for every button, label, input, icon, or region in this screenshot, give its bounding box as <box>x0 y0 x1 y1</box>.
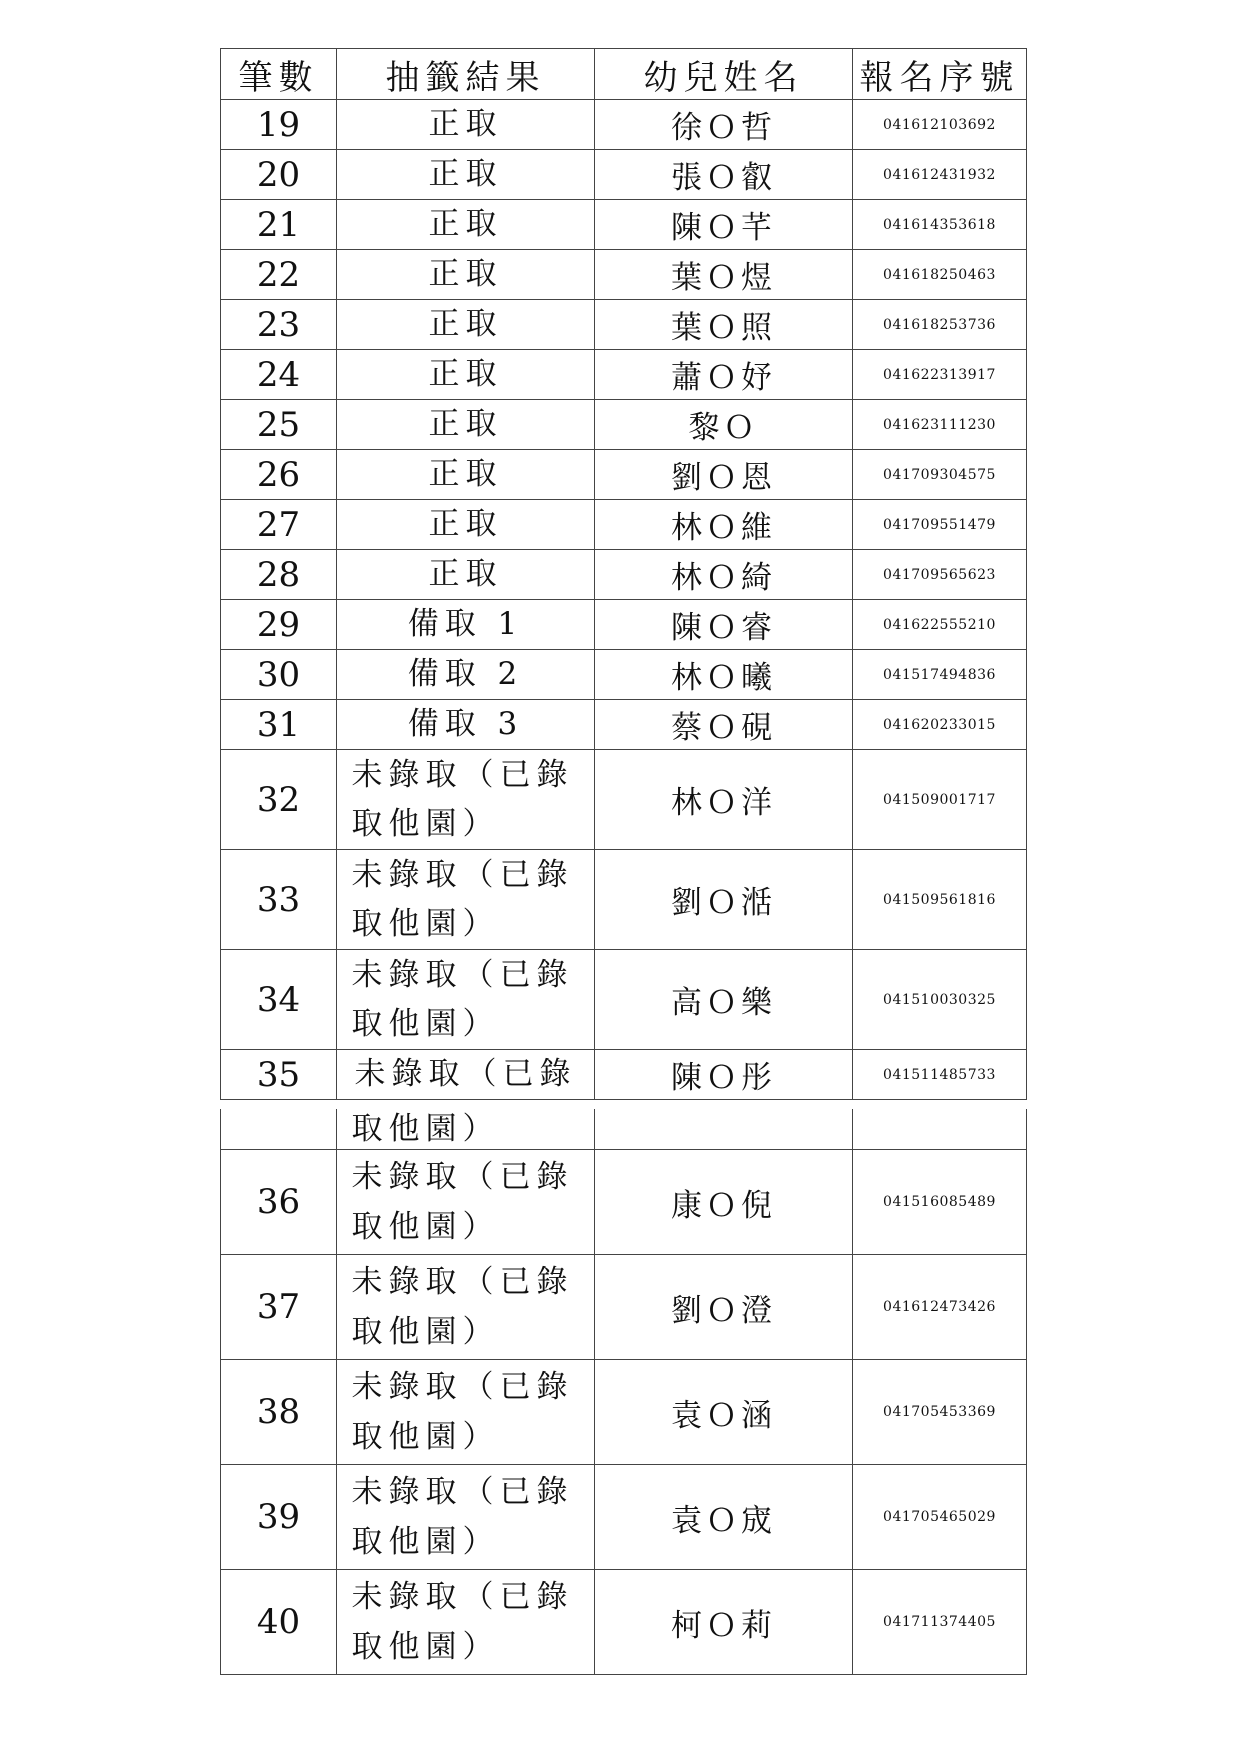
row-registration-no: 041618253736 <box>853 300 1027 350</box>
table-row <box>221 100 1027 150</box>
row-child-name: 高Ｏ樂 <box>595 950 853 1050</box>
header-child-name: 幼兒姓名 <box>595 49 853 100</box>
row-registration-no: 041709565623 <box>853 550 1027 600</box>
row-registration-no: 041612473426 <box>853 1255 1027 1360</box>
row-count: 40 <box>221 1570 337 1675</box>
row-result-text: 未錄取（已錄取他園） <box>351 856 574 942</box>
row-child-name: 柯Ｏ莉 <box>595 1570 853 1675</box>
row-registration-no: 041709551479 <box>853 500 1027 550</box>
row-count: 34 <box>221 950 337 1050</box>
row-result-text: 未錄取（已錄 <box>354 1056 577 1092</box>
table-row <box>221 300 1027 350</box>
row-registration-no: 041511485733 <box>853 1050 1027 1100</box>
table-row <box>221 350 1027 400</box>
row-count: 36 <box>221 1150 337 1255</box>
table-row <box>221 400 1027 450</box>
row-registration-no: 041516085489 <box>853 1150 1027 1255</box>
row-count: 22 <box>221 250 337 300</box>
row-result: 正取 <box>337 200 595 250</box>
row-registration-no: 041622313917 <box>853 350 1027 400</box>
row-count: 19 <box>221 100 337 150</box>
row-child-name: 林Ｏ綺 <box>595 550 853 600</box>
row-result: 正取 <box>337 550 595 600</box>
row-child-name: 陳Ｏ芊 <box>595 200 853 250</box>
empty-cell <box>221 1109 337 1150</box>
row-count: 39 <box>221 1465 337 1570</box>
row-count: 30 <box>221 650 337 700</box>
table-row <box>221 1255 1027 1360</box>
row-result: 備取 2 <box>337 650 595 700</box>
row-result: 備取 3 <box>337 700 595 750</box>
table-row <box>221 1050 1027 1100</box>
row-count: 32 <box>221 750 337 850</box>
row-child-name: 黎Ｏ <box>595 400 853 450</box>
row-child-name: 劉Ｏ湉 <box>595 850 853 950</box>
table-row <box>221 200 1027 250</box>
row-result: 備取 1 <box>337 600 595 650</box>
header-result: 抽籤結果 <box>337 49 595 100</box>
row-result: 正取 <box>337 300 595 350</box>
row-count: 21 <box>221 200 337 250</box>
lottery-results-table-continued <box>220 1109 1027 1675</box>
row-child-name: 蕭Ｏ妤 <box>595 350 853 400</box>
row-result-text: 未錄取（已錄取他園） <box>351 1369 574 1455</box>
row-result-text: 未錄取（已錄取他園） <box>351 1579 574 1665</box>
row-result <box>337 1570 595 1675</box>
row-result <box>337 750 595 850</box>
row-count: 20 <box>221 150 337 200</box>
table-row <box>221 650 1027 700</box>
row-count: 27 <box>221 500 337 550</box>
table-row <box>221 1570 1027 1675</box>
header-count: 筆數 <box>221 49 337 100</box>
empty-cell <box>853 1109 1027 1150</box>
row-registration-no: 041711374405 <box>853 1570 1027 1675</box>
row-registration-no: 041622555210 <box>853 600 1027 650</box>
row-result-continuation <box>337 1109 595 1150</box>
row-registration-no: 041618250463 <box>853 250 1027 300</box>
row-child-name: 蔡Ｏ硯 <box>595 700 853 750</box>
row-registration-no: 041623111230 <box>853 400 1027 450</box>
row-result: 正取 <box>337 450 595 500</box>
table-row <box>221 500 1027 550</box>
row-registration-no: 041614353618 <box>853 200 1027 250</box>
empty-cell <box>595 1109 853 1150</box>
row-result: 正取 <box>337 400 595 450</box>
row-count: 28 <box>221 550 337 600</box>
row-registration-no: 041612103692 <box>853 100 1027 150</box>
row-child-name: 葉Ｏ煜 <box>595 250 853 300</box>
table-row <box>221 850 1027 950</box>
table-row <box>221 1360 1027 1465</box>
row-child-name: 林Ｏ曦 <box>595 650 853 700</box>
row-result <box>337 1360 595 1465</box>
row-child-name: 劉Ｏ恩 <box>595 450 853 500</box>
row-count: 33 <box>221 850 337 950</box>
lottery-results-table <box>220 48 1027 1100</box>
row-registration-no: 041517494836 <box>853 650 1027 700</box>
row-child-name: 徐Ｏ哲 <box>595 100 853 150</box>
row-child-name: 劉Ｏ澄 <box>595 1255 853 1360</box>
row-count: 23 <box>221 300 337 350</box>
row-count: 29 <box>221 600 337 650</box>
row-child-name: 袁Ｏ涵 <box>595 1360 853 1465</box>
row-result-continuation-text: 取他園） <box>351 1111 500 1147</box>
row-count: 31 <box>221 700 337 750</box>
row-result <box>337 1465 595 1570</box>
table-row <box>221 150 1027 200</box>
header-row <box>221 49 1027 100</box>
row-child-name: 林Ｏ洋 <box>595 750 853 850</box>
row-count: 37 <box>221 1255 337 1360</box>
row-count: 26 <box>221 450 337 500</box>
row-child-name: 陳Ｏ睿 <box>595 600 853 650</box>
row-child-name: 張Ｏ叡 <box>595 150 853 200</box>
row-result-text: 未錄取（已錄取他園） <box>351 1474 574 1560</box>
table-row <box>221 750 1027 850</box>
row-result <box>337 950 595 1050</box>
table-row-continuation <box>221 1109 1027 1150</box>
row-registration-no: 041705453369 <box>853 1360 1027 1465</box>
row-registration-no: 041510030325 <box>853 950 1027 1050</box>
row-child-name: 葉Ｏ照 <box>595 300 853 350</box>
row-registration-no: 041509561816 <box>853 850 1027 950</box>
row-count: 25 <box>221 400 337 450</box>
table-row <box>221 950 1027 1050</box>
row-registration-no: 041620233015 <box>853 700 1027 750</box>
table-row <box>221 1150 1027 1255</box>
table-row <box>221 550 1027 600</box>
row-registration-no: 041612431932 <box>853 150 1027 200</box>
row-result: 正取 <box>337 250 595 300</box>
row-count: 35 <box>221 1050 337 1100</box>
row-registration-no: 041705465029 <box>853 1465 1027 1570</box>
row-result: 正取 <box>337 100 595 150</box>
row-child-name: 林Ｏ維 <box>595 500 853 550</box>
row-result <box>337 850 595 950</box>
row-result <box>337 1050 595 1100</box>
row-count: 24 <box>221 350 337 400</box>
row-result: 正取 <box>337 350 595 400</box>
table-row <box>221 600 1027 650</box>
row-child-name: 陳Ｏ彤 <box>595 1050 853 1100</box>
row-result-text: 未錄取（已錄取他園） <box>351 1159 574 1245</box>
row-child-name: 康Ｏ倪 <box>595 1150 853 1255</box>
row-result <box>337 1255 595 1360</box>
row-result-text: 未錄取（已錄取他園） <box>351 1264 574 1350</box>
table-row <box>221 450 1027 500</box>
row-result-text: 未錄取（已錄取他園） <box>351 756 574 842</box>
row-result: 正取 <box>337 150 595 200</box>
row-registration-no: 041509001717 <box>853 750 1027 850</box>
row-count: 38 <box>221 1360 337 1465</box>
table-row <box>221 250 1027 300</box>
table-row <box>221 700 1027 750</box>
row-result <box>337 1150 595 1255</box>
row-child-name: 袁Ｏ宬 <box>595 1465 853 1570</box>
row-result-text: 未錄取（已錄取他園） <box>351 956 574 1042</box>
row-result: 正取 <box>337 500 595 550</box>
header-registration-no: 報名序號 <box>853 49 1027 100</box>
row-registration-no: 041709304575 <box>853 450 1027 500</box>
table-row <box>221 1465 1027 1570</box>
